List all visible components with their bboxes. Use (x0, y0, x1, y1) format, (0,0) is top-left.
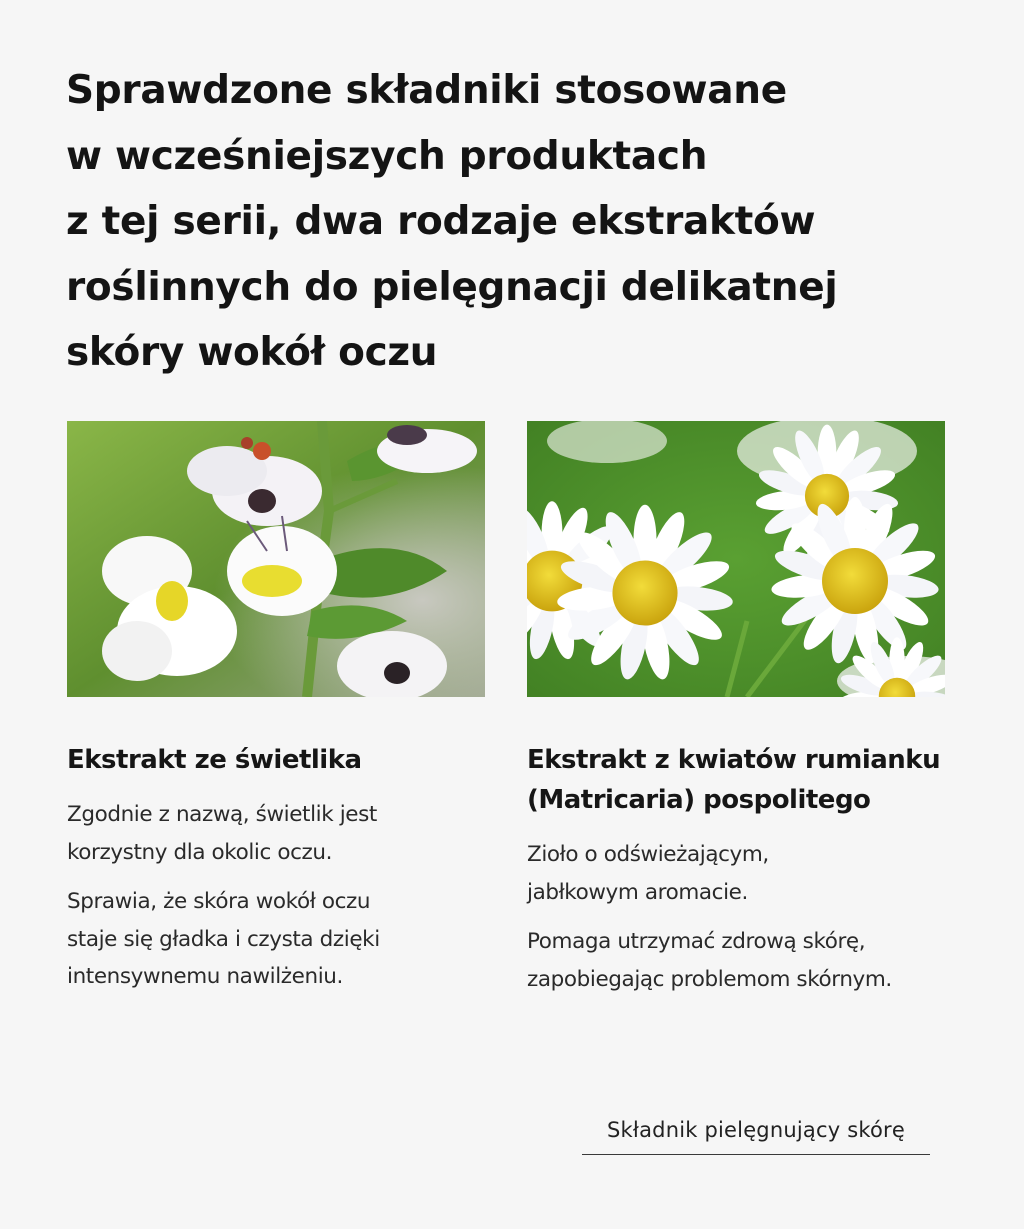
ingredient-eyebright (67, 740, 497, 1008)
ingredient-title: Ekstrakt ze świetlika (67, 745, 362, 775)
ingredient-description: Zioło o odświeżającym, jabłkowym aromacie. (527, 842, 769, 905)
ingredient-description: Sprawia, że skóra wokół oczu staje się gładka i czysta dzięki intensywnemu nawilżeniu. (67, 889, 380, 989)
ingredient-description: Zgodnie z nazwą, świetlik jest korzystny dla okolic oczu. (67, 802, 377, 865)
ingredient-title: Ekstrakt z kwiatów rumianku (Matricaria) pospolitego (527, 745, 941, 815)
chamomile-flowers-image (527, 421, 945, 697)
page-headline: Sprawdzone składniki stosowane w wcześniejszych produktach z tej serii, dwa rodzaje ekstraktów roślinnych do pielęgnacji delikatnej skóry wokół oczu (66, 68, 838, 375)
skin-care-ingredient-link[interactable]: Składnik pielęgnujący skórę (582, 1108, 930, 1155)
eyebright-flowers-image (67, 421, 485, 697)
ingredient-chamomile (527, 740, 967, 1010)
ingredient-description: Pomaga utrzymać zdrową skórę, zapobiegając problemom skórnym. (527, 929, 892, 992)
